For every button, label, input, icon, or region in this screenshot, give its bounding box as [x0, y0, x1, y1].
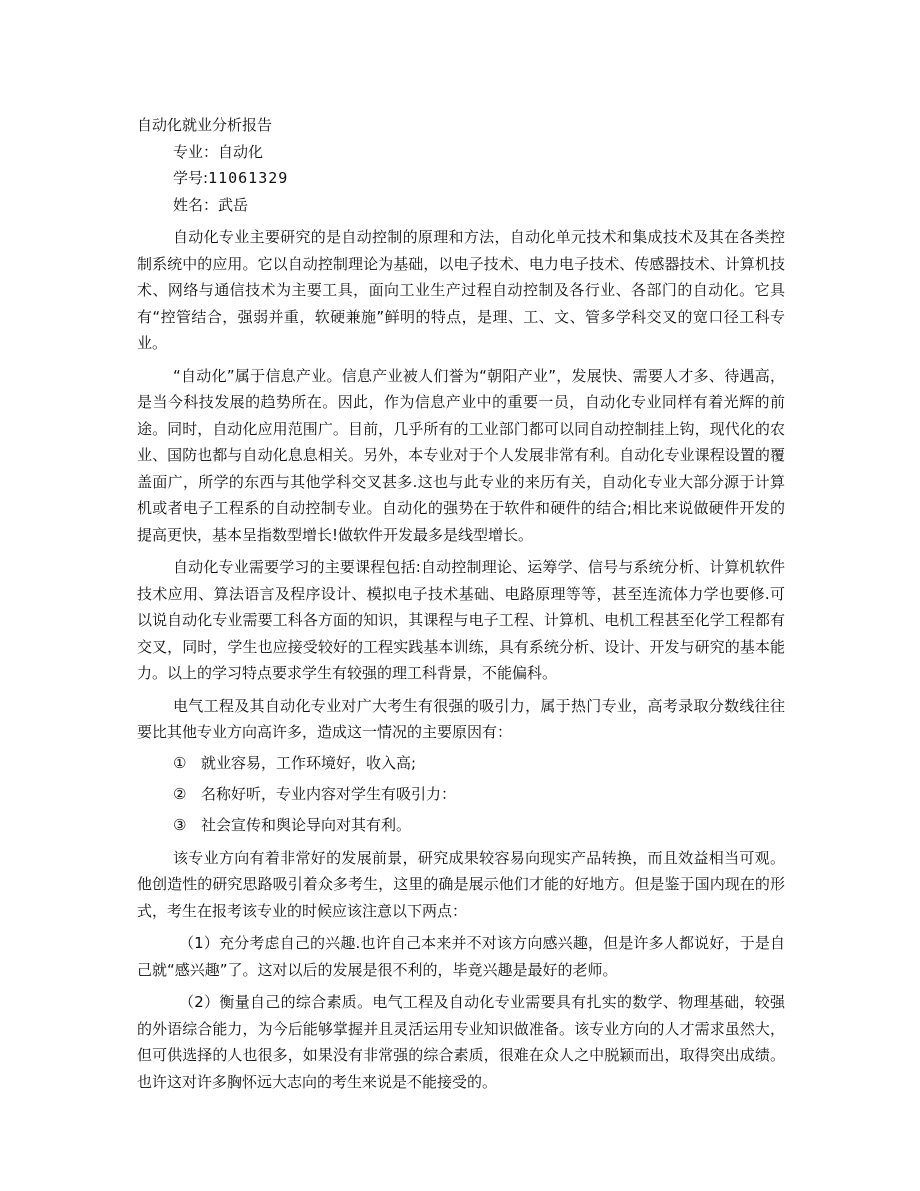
name-line: 姓名：武岳	[173, 195, 249, 214]
reason-text: 名称好听，专业内容对学生有吸引力：	[201, 784, 457, 803]
paragraph-courses: 自动化专业需要学习的主要课程包括:自动控制理论、运筹学、信号与系统分析、计算机软件技术应用、算法语言及程序设计、模拟电子技术基础、电路原理等等，甚至连流体力学也要修.可以说自动化专业需要工科各方面的知识，其课程与电子工程、计算机、电机工程甚至化学工程都有交叉，同时，学生也应接受较好的工程实践基本训练，具有系统分析、设计、开发与研究的基本能力。以上的学习特点要求学生有较强的理工科背景，不能偏科。	[137, 558, 785, 682]
document-title: 自动化就业分析报告	[137, 116, 273, 134]
reason-text: 就业容易，工作环境好，收入高;	[201, 753, 417, 772]
major-line: 专业：自动化	[173, 142, 264, 161]
paragraph-industry: “自动化”属于信息产业。信息产业被人们誉为“朝阳产业”，发展快、需要人才多、待遇高，是当今科技发展的趋势所在。因此，作为信息产业中的重要一员，自动化专业同样有着光辉的前途。同时，自动化应用范围广。目前，几乎所有的工业部门都可以同自动控制挂上钩，现代化的农业、国防也都与自动化息息相关。另外，本专业对于个人发展非常有利。自动化专业课程设置的覆盖面广，所学的东西与其他学科交叉甚多.这也与此专业的来历有关，自动化专业大部分源于计算机或者电子工程系的自动控制专业。自动化的强势在于软件和硬件的结合;相比来说做硬件开发的提高更快，基本呈指数型增长!做软件开发最多是线型增长。	[137, 366, 785, 544]
paragraph-popularity: 电气工程及其自动化专业对广大考生有很强的吸引力，属于热门专业，高考录取分数线往往要比其他专业方向高许多，造成这一情况的主要原因有：	[137, 696, 785, 741]
reason-text: 社会宣传和舆论导向对其有利。	[201, 815, 412, 834]
reason-item	[137, 748, 785, 779]
document-page	[137, 112, 785, 1095]
student-id-label: 学号:	[173, 169, 209, 187]
reason-item	[137, 779, 785, 810]
point-quality: （2）衡量自己的综合素质。电气工程及自动化专业需要具有扎实的数学、物理基础，较强的外语综合能力，为今后能够掌握并且灵活运用专业知识做准备。该专业方向的人才需求虽然大，但可供选择的人也很多，如果没有非常强的综合素质，很难在众人之中脱颖而出，取得突出成绩。也许这对许多胸怀远大志向的考生来说是不能接受的。	[137, 993, 785, 1091]
point-interest: （1）充分考虑自己的兴趣.也许自己本来并不对该方向感兴趣，但是许多人都说好，于是自己就“感兴趣”了。这对以后的发展是很不利的，毕竟兴趣是最好的老师。	[137, 934, 785, 979]
student-id-line	[137, 165, 785, 192]
paragraph-intro: 自动化专业主要研究的是自动控制的原理和方法，自动化单元技术和集成技术及其在各类控制系统中的应用。它以自动控制理论为基础，以电子技术、电力电子技术、传感器技术、计算机技术、网络与通信技术为主要工具，面向工业生产过程自动控制及各行业、各部门的自动化。它具有“控管结合，强弱并重，软硬兼施”鲜明的特点，是理、工、文、管多学科交叉的宽口径工科专业。	[137, 228, 785, 352]
reason-number: ①	[173, 753, 187, 772]
reason-number: ②	[173, 784, 187, 803]
student-id-value: 11061329	[208, 169, 289, 187]
reason-number: ③	[173, 815, 187, 834]
reason-item	[137, 810, 785, 841]
paragraph-outlook: 该专业方向有着非常好的发展前景，研究成果较容易向现实产品转换，而且效益相当可观。他创造性的研究思路吸引着众多考生，这里的确是展示他们才能的好地方。但是鉴于国内现在的形式，考生在报考该专业的时候应该注意以下两点：	[137, 848, 785, 920]
